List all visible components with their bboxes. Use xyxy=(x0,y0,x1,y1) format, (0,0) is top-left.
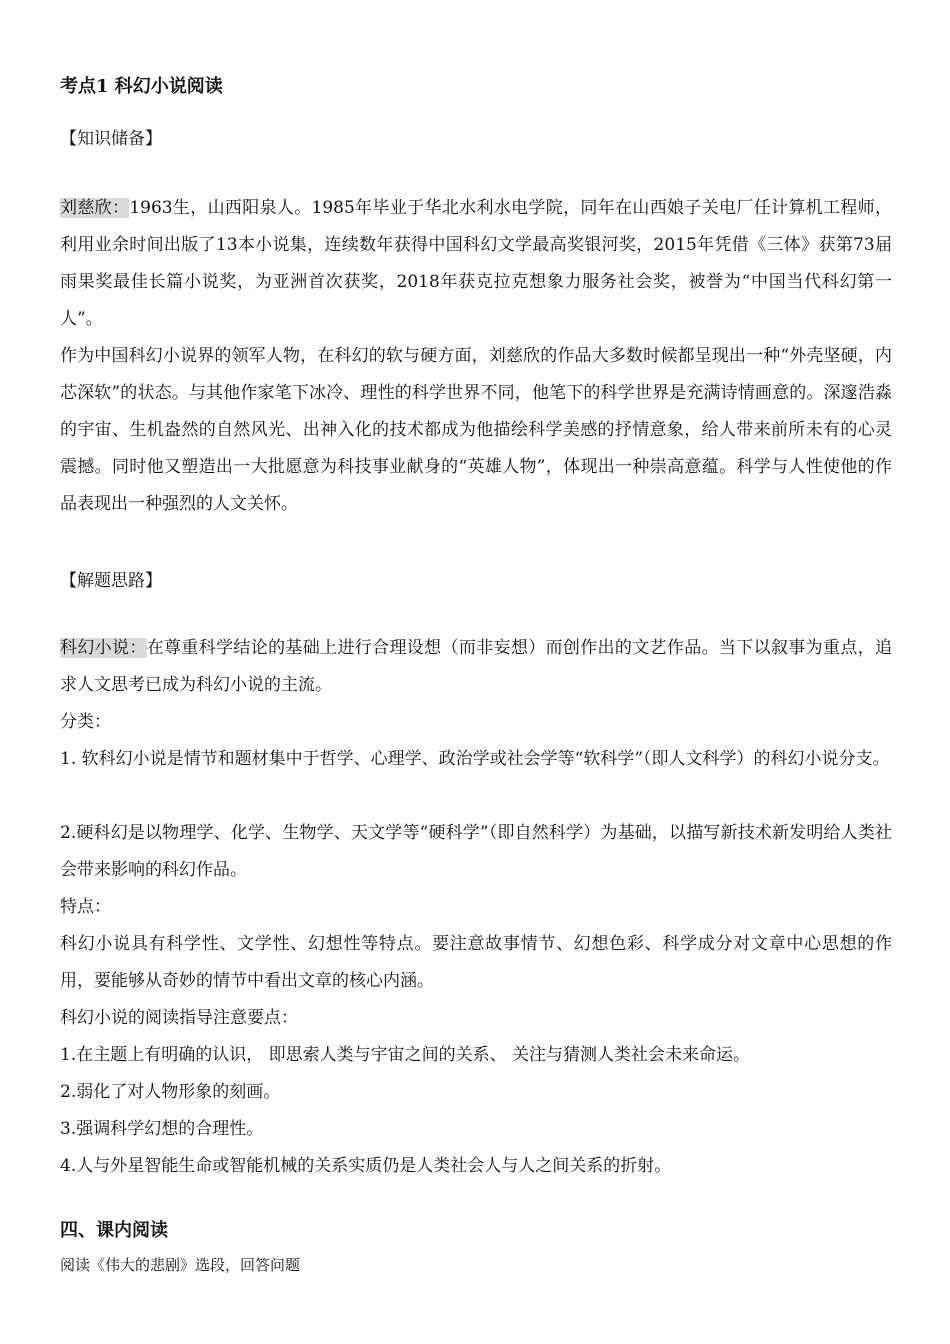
classification-item: 2.硬科幻是以物理学、化学、生物学、天文学等“硬科学”（即自然科学）为基础，以描写新技术新发明给人类社会带来影响的科幻作品。 xyxy=(60,823,892,880)
guide-item: 1.在主题上有明确的认识， 即思索人类与宇宙之间的关系、 关注与猜测人类社会未来命运。 xyxy=(60,1045,751,1065)
guide-item: 2.弱化了对人物形象的刻画。 xyxy=(60,1082,281,1102)
approach-section-label: 【解题思路】 xyxy=(60,571,162,591)
knowledge-section-label: 【知识储备】 xyxy=(60,129,162,149)
author-bio-paragraph xyxy=(60,190,892,338)
features-label: 特点： xyxy=(60,897,111,917)
author-name-highlight: 刘慈欣： xyxy=(60,198,130,218)
author-bio-text: 1963生，山西阳泉人。1985年毕业于华北水利水电学院，同年在山西娘子关电厂任计算机工程师，利用业余时间出版了13本小说集，连续数年获得中国科幻文学最高奖银河奖，2015年凭借《三体》获第73届雨果奖最佳长篇小说奖，为亚洲首次获奖，2018年获克拉克想象力服务社会奖，被誉为“中国当代科幻第一人”。 xyxy=(60,198,893,329)
guide-item: 3.强调科学幻想的合理性。 xyxy=(60,1119,264,1139)
classification-label: 分类： xyxy=(60,712,111,732)
definition-paragraph xyxy=(60,630,892,704)
guide-label: 科幻小说的阅读指导注意要点： xyxy=(60,1008,298,1028)
definition-text: 在尊重科学结论的基础上进行合理设想（而非妄想）而创作出的文艺作品。当下以叙事为重点，追求人文思考已成为科幻小说的主流。 xyxy=(60,638,892,695)
author-commentary-paragraph: 作为中国科幻小说界的领军人物，在科幻的软与硬方面，刘慈欣的作品大多数时候都呈现出一种“外壳坚硬，内芯深软”的状态。与其他作家笔下冰冷、理性的科学世界不同，他笔下的科学世界是充满诗情画意的。深邃浩淼的宇宙、生机盎然的自然风光、出神入化的技术都成为他描绘科学美感的抒情意象，给人带来前所未有的心灵震撼。同时他又塑造出一大批愿意为科技事业献身的“英雄人物”，体现出一种崇高意蕴。科学与人性使他的作品表现出一种强烈的人文关怀。 xyxy=(60,346,892,514)
reading-instruction: 阅读《伟大的悲剧》选段，回答问题 xyxy=(60,1256,301,1274)
guide-item: 4.人与外星智能生命或智能机械的关系实质仍是人类社会人与人之间关系的折射。 xyxy=(60,1156,672,1176)
features-paragraph: 科幻小说具有科学性、文学性、幻想性等特点。要注意故事情节、幻想色彩、科学成分对文章中心思想的作用，要能够从奇妙的情节中看出文章的核心内涵。 xyxy=(60,934,892,991)
page-title: 考点1 科幻小说阅读 xyxy=(60,76,223,97)
reading-section-heading: 四、课内阅读 xyxy=(60,1220,168,1241)
classification-item: 1. 软科幻小说是情节和题材集中于哲学、心理学、政治学或社会学等“软科学”（即人文科学）的科幻小说分支。 xyxy=(60,749,890,769)
term-highlight: 科幻小说： xyxy=(60,638,147,658)
